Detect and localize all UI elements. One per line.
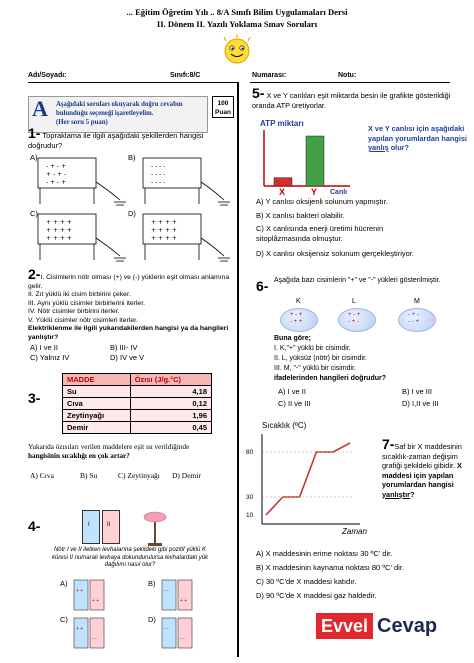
q7-number: 7-	[382, 436, 395, 452]
svg-text:- - - -: - - - -	[151, 171, 166, 178]
temp-ylabel: Sıcaklık (ºC)	[262, 421, 307, 430]
q4-option-c[interactable]: C)	[60, 615, 68, 624]
q6-statement: II. L, yüksüz (nötr) bir cisimdir.	[274, 355, 367, 362]
q1-option-b-figure	[143, 158, 230, 205]
table-header-row	[63, 374, 212, 386]
q6-option-b[interactable]: B) I ve III	[402, 387, 433, 396]
table-cell: Demir	[63, 422, 131, 434]
table-cell: 0,12	[130, 398, 211, 410]
q6-question: ifadelerinden hangileri doğrudur?	[274, 375, 387, 382]
q2-intro-line	[28, 266, 233, 291]
svg-text:+ + + +: + + + +	[151, 227, 177, 234]
q3-option-a[interactable]: A) Cıva	[30, 471, 54, 480]
q5-question	[368, 124, 468, 153]
q7-text	[382, 436, 472, 499]
svg-text:+ +: + +	[92, 598, 100, 604]
q6-option-a[interactable]: A) I ve II	[278, 387, 306, 396]
q1-number: 1-	[28, 125, 41, 141]
atp-bar-chart	[250, 114, 362, 196]
column-divider	[237, 82, 239, 657]
smiley-icon	[220, 34, 254, 66]
svg-text:+ + + +: + + + +	[46, 219, 72, 226]
svg-text:+ + + +: + + + +	[46, 227, 72, 234]
q7-option-b[interactable]: B) X maddesinin kaynama noktası 80 ºC' dir.	[256, 563, 404, 572]
q1-option-c-figure	[38, 214, 126, 261]
q2-statement: IV. Nötr cisimler birbirini iterler.	[28, 308, 120, 315]
svg-text:+ + + +: + + + +	[151, 235, 177, 242]
temp-line	[266, 443, 350, 515]
q7-option-c[interactable]: C) 30 ºC'de X maddesi katıdır.	[256, 577, 357, 586]
q5-question-key: yanlış	[368, 143, 389, 152]
q1-option-b[interactable]: B)	[128, 153, 136, 162]
q3-option-c[interactable]: C) Zeytinyağı	[118, 471, 160, 480]
svg-text:+ +: + +	[180, 598, 188, 604]
svg-text:- + - +: - + - +	[46, 179, 67, 186]
q6-option-c[interactable]: C) II ve III	[278, 399, 311, 408]
q3-number: 3-	[28, 390, 41, 406]
q1-option-d[interactable]: D)	[128, 209, 136, 218]
q6-sphere-m-charges: - + - - - +	[408, 312, 419, 325]
q2-block	[28, 266, 233, 342]
q3-specific-heat-table	[62, 373, 212, 434]
svg-text:- -: - -	[180, 636, 185, 642]
grade-label: Notu:	[338, 72, 357, 79]
q2-number: 2-	[28, 266, 41, 282]
q4-option-a-plates	[74, 580, 104, 610]
info-underline-right	[250, 82, 450, 83]
svg-text:+ +: + +	[76, 626, 84, 632]
atp-chart-title: ATP miktarı	[260, 119, 304, 128]
q2-statement: II. Zıt yüklü iki cisim birbirini çeker.	[28, 291, 131, 298]
svg-text:- -: - -	[164, 588, 169, 594]
q2-statement: III. Aynı yüklü cisimler birbirlerini iterler.	[28, 299, 145, 307]
q4-number: 4-	[28, 518, 41, 534]
q5-number: 5-	[252, 85, 265, 101]
atp-xlabel: Canlı	[330, 189, 348, 196]
table-cell: Su	[63, 386, 131, 398]
q7-option-d[interactable]: D) 90 ºC'de X maddesi gaz haldedir.	[256, 591, 377, 600]
q1-text: Topraklama ile ilgili aşağıdaki şekillerden hangisi doğrudur?	[28, 131, 204, 150]
instruction-line: Aşağıdaki soruları okuyarak doğru cevabın bulunduğu seçeneği işaretleyelim.	[56, 101, 183, 117]
instruction-text	[56, 100, 206, 127]
brand-logo	[316, 612, 437, 640]
q4-option-a[interactable]: A)	[60, 579, 68, 588]
q6-statement: III. M, "-" yüklü bir cisimdir.	[274, 365, 356, 372]
q2-option-d[interactable]: D) IV ve V	[110, 353, 145, 362]
q6-sphere-k-label: K	[296, 298, 301, 305]
temp-y-tick-label: 30	[246, 494, 254, 501]
q5-stem	[252, 85, 462, 111]
atp-category-label: Y	[311, 187, 318, 196]
q2-intro: I. Cisimlerin nötr olması (+) ve (-) yüklerin eşit olması anlamına gelir.	[28, 274, 230, 290]
class-label: Sınıfı:8/C	[170, 72, 201, 79]
number-label: Numarası:	[252, 72, 287, 79]
temperature-time-chart	[240, 418, 380, 538]
q6-number: 6-	[256, 278, 269, 294]
q4-option-b-plates	[162, 580, 192, 610]
q3-option-b[interactable]: B) Su	[80, 471, 98, 480]
table-cell: 1,96	[130, 410, 211, 422]
info-underline-left	[28, 82, 238, 83]
svg-text:- - - -: - - - -	[151, 163, 166, 170]
q5-text: X ve Y canlıları eşit miktarda besin ile grafikte gösterildiği oranda ATP üretiyorlar.	[252, 91, 451, 110]
svg-text:- -: - -	[92, 636, 97, 642]
q5-option-c[interactable]: C) X canlısında enerji üretimi hücrenin sitoplâzmasında olmuştur.	[256, 224, 384, 243]
q3-text-line1: Yukarıda özısıları verilen maddelere eşit ısı verildiğinde	[28, 443, 190, 451]
points-unit: Puan	[215, 109, 231, 116]
q5-option-b[interactable]: B) X canlısı bakteri olabilir.	[256, 211, 345, 220]
q3-question	[28, 443, 236, 461]
svg-text:+ - + -: + - + -	[46, 171, 67, 178]
table-row	[63, 422, 212, 434]
svg-text:- -: - -	[164, 626, 169, 632]
q4-option-c-plates	[74, 618, 104, 648]
q5-question-text: X ve Y canlısı için aşağıdaki yapılan yorumlardan hangisi	[368, 124, 467, 143]
header-line1-title: Öğretim Yılı .. 8/A Sınıfı Bilim Uygulamaları Dersi	[162, 7, 348, 17]
q7-text-a: Saf bir X maddesinin sıcaklık-zaman değişim grafiği şekildeki gibidir.	[382, 442, 462, 470]
q7-end: ?	[409, 489, 415, 499]
q4-plate-one-label: I	[88, 522, 90, 528]
q4-option-d[interactable]: D)	[148, 615, 156, 624]
q7-option-a[interactable]: A) X maddesinin erime noktası 30 ºC' dir.	[256, 549, 393, 558]
q2-option-a[interactable]: A) I ve II	[30, 343, 58, 352]
instruction-points-note: (Her soru 5 puan)	[56, 119, 108, 126]
q4-option-plates	[70, 578, 220, 654]
temp-y-tick-label: 80	[246, 449, 254, 456]
header-line1-prefix: ... Eğitim	[126, 7, 163, 17]
table-cell: 0,45	[130, 422, 211, 434]
q6-text: Aşağıda bazı cisimlerin "+" ve "-" yükleri gösterilmiştir.	[274, 277, 441, 284]
q5-question-end: olur?	[390, 143, 409, 152]
q5-option-a[interactable]: A) Y canlısı oksijenli solunum yapmıştır.	[256, 197, 388, 206]
table-header-cell: Özısı (J/g.°C)	[130, 374, 211, 386]
q2-question: Elektriklenme ile ilgili yukarıdakilerden hangisi ya da hangileri yanlıştır?	[28, 325, 229, 341]
q1-option-d-figure	[143, 214, 230, 261]
q4-k-sphere-stand	[140, 510, 170, 546]
q2-option-b[interactable]: B) III- IV	[110, 343, 138, 352]
table-cell: 4,18	[130, 386, 211, 398]
temp-xlabel: Zaman	[342, 527, 367, 536]
table-cell: Zeytinyağı	[63, 410, 131, 422]
svg-text:+ +: + +	[76, 588, 84, 594]
q4-plate-one	[82, 510, 100, 544]
q6-sphere-l-label: L	[352, 298, 356, 305]
q1-option-a-figure	[38, 158, 126, 205]
q7-text-b: X maddesi için yapılan yorumlardan hangisi	[382, 461, 462, 489]
q6-sphere-k-charges: + - + - + +	[290, 312, 303, 325]
q6-statement: I. K,"+" yüklü bir cisimdir.	[274, 345, 351, 352]
brand-part1: Evvel	[316, 613, 373, 639]
q1-option-c[interactable]: C)	[30, 209, 38, 218]
svg-text:- - - -: - - - -	[151, 179, 166, 186]
q5-option-d[interactable]: D) X canlısı oksijensiz solunum gerçekleştiriyor.	[256, 249, 414, 258]
q6-given: Buna göre;	[274, 335, 311, 342]
points-value: 100	[217, 100, 229, 107]
q3-option-d[interactable]: D) Demir	[172, 471, 201, 480]
group-letter: A	[32, 96, 48, 121]
q6-sphere-m-label: M	[414, 298, 420, 305]
table-row	[63, 386, 212, 398]
q6-statements	[274, 334, 469, 384]
q4-plate-two	[102, 510, 120, 544]
svg-text:+ + + +: + + + +	[151, 219, 177, 226]
q1-option-a[interactable]: A)	[30, 153, 38, 162]
atp-category-label: X	[279, 187, 286, 196]
atp-bar-y	[306, 136, 324, 186]
atp-bar-x	[274, 178, 292, 186]
q2-option-c[interactable]: C) Yalnız IV	[30, 353, 70, 362]
svg-text:+ + + +: + + + +	[46, 235, 72, 242]
table-row	[63, 410, 212, 422]
svg-text:- + - +: - + - +	[46, 163, 67, 170]
q4-plate-two-label: II	[107, 522, 111, 528]
q2-statement: V. Yüklü cisimler nötr cisimleri iterler.	[28, 316, 138, 324]
header-line2: II. Dönem II. Yazılı Yoklama Sınav Soruları	[156, 19, 318, 29]
table-cell: Cıva	[63, 398, 131, 410]
q4-text: Nötr I ve II iletken levhalarına şekildeki gibi pozitif yüklü K küresi II numaralı levhaya dokundurulursa levhalardaki yük dağılımı nasıl olur?	[51, 547, 209, 568]
q4-option-b[interactable]: B)	[148, 579, 156, 588]
brand-part2: Cevap	[377, 615, 438, 637]
q6-option-d[interactable]: D) I,II ve III	[402, 399, 439, 408]
q3-text-line2: hangisinin sıcaklığı en çok artar?	[28, 452, 130, 460]
q7-key: yanlıştır	[382, 489, 410, 499]
q4-option-d-plates	[162, 618, 192, 648]
temp-y-tick-label: 10	[246, 512, 254, 519]
q1-stem	[28, 125, 233, 151]
table-header-cell: MADDE	[63, 374, 131, 386]
exam-header	[0, 6, 474, 30]
name-label: Adı/Soyadı:	[28, 72, 67, 79]
points-box	[212, 96, 234, 118]
table-row	[63, 398, 212, 410]
q6-sphere-l-charges: + - + - + -	[348, 312, 361, 325]
